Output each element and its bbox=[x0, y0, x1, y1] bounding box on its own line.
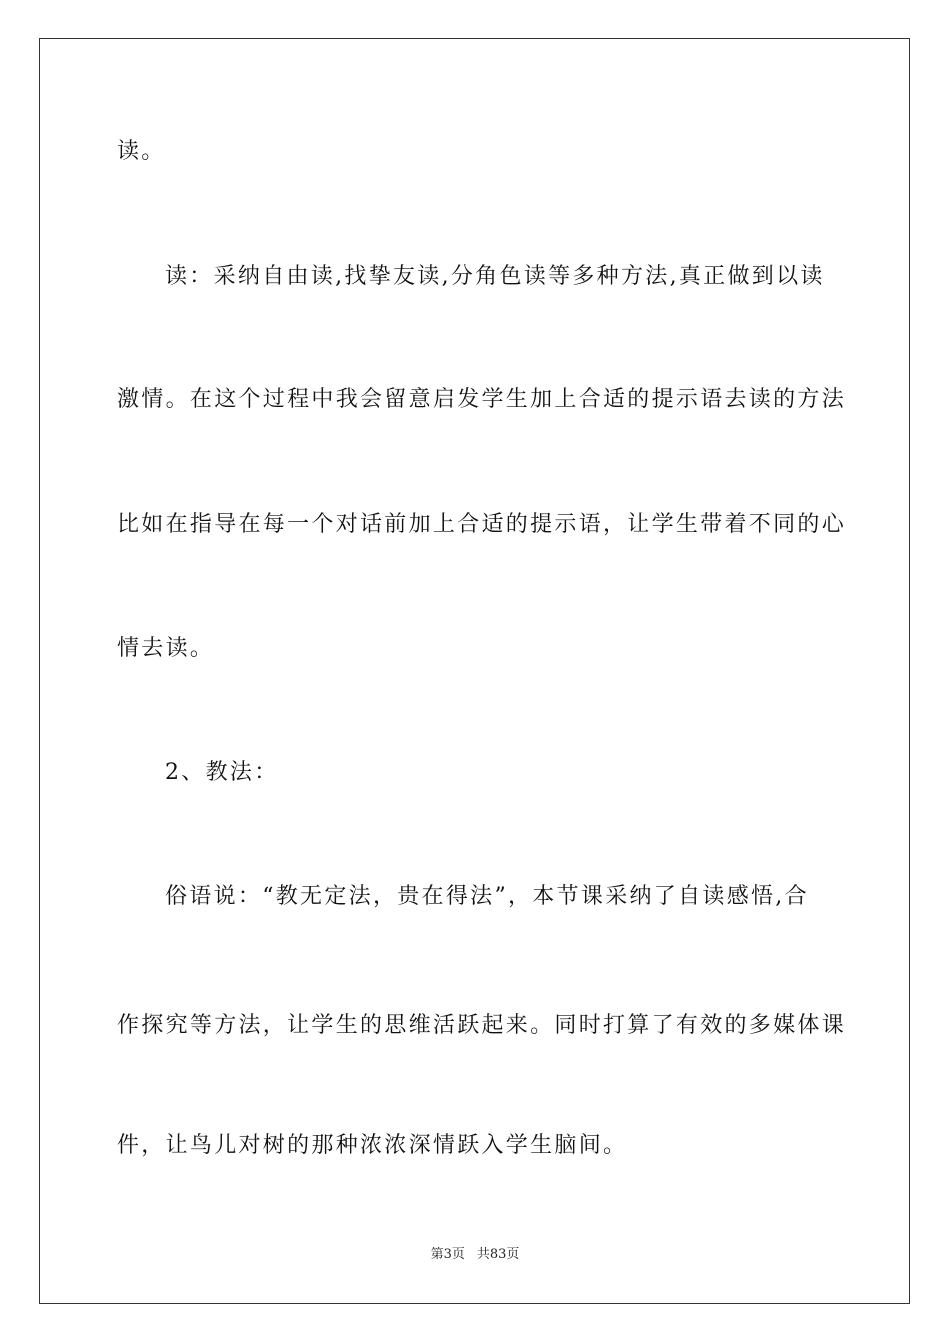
page-footer bbox=[0, 1246, 950, 1264]
text-line-6: 2、教法： bbox=[165, 760, 279, 785]
text-line-2: 读：采纳自由读,找挚友读,分角色读等多种方法,真正做到以读 bbox=[165, 264, 825, 289]
page-number: 第3页 bbox=[430, 1247, 465, 1262]
text-line-1: 读。 bbox=[117, 139, 166, 164]
text-line-8: 作探究等方法，让学生的思维活跃起来。同时打算了有效的多媒体课 bbox=[117, 1013, 847, 1038]
text-line-3: 激情。在这个过程中我会留意启发学生加上合适的提示语去读的方法 bbox=[117, 387, 847, 412]
text-line-9: 件，让鸟儿对树的那种浓浓深情跃入学生脑间。 bbox=[117, 1133, 628, 1158]
text-line-5: 情去读。 bbox=[117, 636, 215, 661]
text-line-7: 俗语说：“教无定法，贵在得法”，本节课采纳了自读感悟,合 bbox=[165, 884, 809, 909]
page-border bbox=[39, 38, 910, 1304]
text-line-4: 比如在指导在每一个对话前加上合适的提示语，让学生带着不同的心 bbox=[117, 512, 847, 537]
page-total: 共83页 bbox=[476, 1247, 520, 1262]
